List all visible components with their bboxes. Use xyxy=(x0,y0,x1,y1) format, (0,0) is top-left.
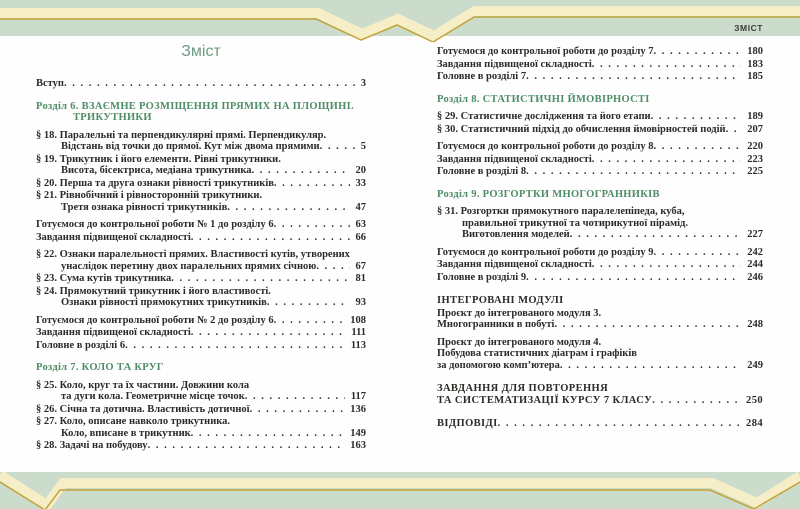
dot-leader xyxy=(654,46,742,58)
dot-leader xyxy=(267,297,350,309)
page-number: 3 xyxy=(360,78,366,89)
toc-entry-text: Висота, бісектриса, медіана трикутника xyxy=(61,165,252,176)
toc-entry-line xyxy=(36,327,366,339)
toc-entry-line xyxy=(437,360,763,372)
toc-entry-text: Готуємося до контрольної роботи до розділу 8 xyxy=(437,141,654,152)
toc-entry-line xyxy=(437,111,763,123)
toc-entry-text: § 30. Статистичний підхід до обчислення ймовірностей подій xyxy=(437,123,726,135)
toc-entry xyxy=(36,273,366,285)
toc-entry xyxy=(36,315,366,327)
toc-entry-line: Розділ 8. СТАТИСТИЧНІ ЙМОВІРНОСТІ xyxy=(437,93,650,105)
toc-entry-line: § 21. Рівнобічний і рівносторонній трикутники. xyxy=(36,190,263,201)
page-number: 113 xyxy=(350,339,366,351)
page-number: 33 xyxy=(355,177,366,189)
dot-leader xyxy=(652,395,740,407)
toc-entry-line xyxy=(437,71,763,83)
dot-leader xyxy=(560,360,741,372)
toc-entry xyxy=(437,295,763,307)
toc-entry-line: § 19. Трикутник і його елементи. Рівні трикутники. xyxy=(36,153,281,165)
toc-entry xyxy=(437,124,763,136)
ribbon-ornament-top-icon xyxy=(0,0,800,42)
toc-entry-line xyxy=(36,219,366,231)
page-number: 244 xyxy=(747,259,763,270)
page-number: 227 xyxy=(747,229,763,240)
toc-entry xyxy=(437,308,763,331)
page-number: 163 xyxy=(350,440,366,451)
toc-entry-line xyxy=(36,165,366,177)
chapter-heading xyxy=(36,101,366,124)
chapter-heading xyxy=(36,362,366,374)
dot-leader xyxy=(125,340,345,352)
page-number: 108 xyxy=(350,314,366,326)
dot-leader xyxy=(191,428,345,440)
page-number: 93 xyxy=(355,297,366,308)
toc-entry-line: Проєкт до інтегрованого модуля 4. xyxy=(437,336,602,348)
page-number: 136 xyxy=(350,403,366,415)
toc-entry-text: та дуги кола. Геометричне місце точок xyxy=(61,391,245,402)
dot-leader xyxy=(651,111,742,123)
page-number: 189 xyxy=(747,111,763,122)
page-number: 20 xyxy=(355,165,366,176)
toc-entry-text: § 26. Січна та дотична. Властивість дотичної xyxy=(36,403,250,415)
toc-entry-line xyxy=(36,428,366,440)
toc-entry-line xyxy=(36,232,366,244)
dot-leader xyxy=(171,273,349,285)
toc-entry-text: Вступ xyxy=(36,78,64,89)
page-number: 248 xyxy=(747,319,763,330)
toc-entry xyxy=(437,46,763,58)
toc-entry-line xyxy=(437,59,763,71)
toc-entry xyxy=(437,337,763,372)
toc-entry-line xyxy=(36,202,366,214)
toc-entry-text: § 23. Сума кутів трикутника xyxy=(36,273,172,284)
toc-entry-line xyxy=(437,395,763,407)
toc-entry-text: за допомогою комп’ютера xyxy=(437,359,560,371)
dot-leader xyxy=(654,141,742,153)
top-band xyxy=(0,0,800,42)
page-number: 180 xyxy=(747,46,763,57)
toc-entry-text: Завдання підвищеної складності xyxy=(36,327,191,338)
toc-entry-line xyxy=(36,391,366,403)
dot-leader xyxy=(148,440,345,452)
toc-entry-text: Завдання підвищеної складності xyxy=(36,231,191,243)
toc-entry-text: § 29. Статистичне дослідження та його етапи xyxy=(437,111,651,122)
toc-entry-line: Побудова статистичних діаграм і графіків xyxy=(437,348,637,359)
page-title: Зміст xyxy=(181,43,221,60)
toc-entry-line xyxy=(437,141,763,153)
page-number: 220 xyxy=(747,141,763,152)
toc-entry-line: § 22. Ознаки паралельності прямих. Властивості кутів, утворених xyxy=(36,249,350,260)
dot-leader xyxy=(191,232,350,244)
toc-entry-line: Розділ 9. РОЗГОРТКИ МНОГОГРАННИКІВ xyxy=(437,188,660,200)
dot-leader xyxy=(654,247,742,259)
page-number: 284 xyxy=(746,418,763,429)
toc-entry-line xyxy=(437,166,763,178)
toc-entry-line xyxy=(36,273,366,285)
toc-entry-text: Ознаки рівності прямокутних трикутників xyxy=(61,297,267,308)
toc-entry-text: Головне в розділі 9 xyxy=(437,271,527,283)
dot-leader xyxy=(498,418,740,430)
page-number: 207 xyxy=(747,123,763,135)
toc-entry xyxy=(36,219,366,231)
toc-entry-text: Завдання підвищеної складності xyxy=(437,58,592,70)
toc-column-right xyxy=(437,46,763,431)
page-number: 223 xyxy=(747,153,763,165)
dot-leader xyxy=(570,229,742,241)
page-number: 183 xyxy=(747,58,763,70)
toc-entry xyxy=(36,404,366,416)
toc-entry xyxy=(437,272,763,284)
toc-entry xyxy=(437,111,763,123)
toc-entry-line xyxy=(437,46,763,58)
toc-entry xyxy=(36,380,366,403)
toc-entry-text: Готуємося до контрольної роботи № 1 до розділу 6 xyxy=(36,219,274,230)
toc-entry-line xyxy=(437,319,763,331)
page-number: 249 xyxy=(747,359,763,371)
toc-entry-line xyxy=(36,440,366,452)
page-number: 81 xyxy=(355,273,366,284)
toc-entry-line xyxy=(36,404,366,416)
chapter-heading xyxy=(437,189,763,201)
toc-entry xyxy=(36,178,366,190)
toc-entry xyxy=(437,206,763,241)
dot-leader xyxy=(592,59,742,71)
dot-leader xyxy=(227,202,349,214)
toc-entry-line xyxy=(437,154,763,166)
dot-leader xyxy=(526,272,741,284)
page-number: 111 xyxy=(351,327,366,338)
toc-entry-line xyxy=(36,315,366,327)
toc-entry-text: Третя ознака рівності трикутників xyxy=(61,201,228,213)
toc-entry-text: Головне в розділі 7 xyxy=(437,71,527,82)
dot-leader xyxy=(252,165,350,177)
toc-entry-line: § 18. Паралельні та перпендикулярні прямі. Перпендикуляр. xyxy=(36,129,327,141)
page-number: 63 xyxy=(355,219,366,230)
dot-leader xyxy=(191,327,346,339)
toc-entry xyxy=(36,340,366,352)
page-number: 185 xyxy=(747,71,763,82)
toc-entry xyxy=(36,416,366,439)
toc-entry-line xyxy=(437,259,763,271)
toc-entry xyxy=(437,71,763,83)
toc-entry-line: правильної трикутної та чотирикутної пірамід. xyxy=(462,217,688,229)
toc-entry-line: ІНТЕГРОВАНІ МОДУЛІ xyxy=(437,295,564,306)
page-number: 225 xyxy=(747,166,763,177)
dot-leader xyxy=(316,261,349,273)
toc-entry xyxy=(36,327,366,339)
page-number: 242 xyxy=(747,246,763,258)
toc-entry xyxy=(36,78,366,90)
dot-leader xyxy=(274,315,345,327)
toc-entry xyxy=(36,130,366,153)
toc-entry xyxy=(36,154,366,177)
toc-entry-line: § 27. Коло, описане навколо трикутника. xyxy=(36,416,231,427)
toc-entry-line: ЗАВДАННЯ ДЛЯ ПОВТОРЕННЯ xyxy=(437,383,609,394)
toc-entry-text: Головне в розділі 6 xyxy=(36,339,126,351)
toc-entry xyxy=(437,141,763,153)
toc-entry-line xyxy=(437,247,763,259)
toc-entry-line xyxy=(437,418,763,430)
toc-entry-line: § 24. Прямокутний трикутник і його властивості. xyxy=(36,285,271,297)
toc-entry xyxy=(437,418,763,430)
page-number: 67 xyxy=(355,260,366,272)
toc-entry xyxy=(36,286,366,309)
ribbon-ornament-bottom-icon xyxy=(0,472,800,509)
toc-entry xyxy=(36,190,366,213)
bottom-band xyxy=(0,472,800,509)
running-header: ЗМІСТ xyxy=(734,23,763,33)
page-number: 149 xyxy=(350,427,366,439)
page-number: 66 xyxy=(355,231,366,243)
dot-leader xyxy=(592,259,742,271)
toc-column-left xyxy=(36,78,366,453)
dot-leader xyxy=(274,178,350,190)
toc-entry-line xyxy=(36,178,366,190)
toc-entry-text: Многогранники в побуті xyxy=(437,319,555,330)
toc-entry-text: § 28. Задачі на побудову xyxy=(36,440,148,451)
toc-entry xyxy=(36,232,366,244)
toc-entry-line xyxy=(36,297,366,309)
toc-entry xyxy=(437,59,763,71)
toc-entry-text: Відстань від точки до прямої. Кут між двома прямими xyxy=(61,141,320,152)
chapter-heading xyxy=(437,94,763,106)
dot-leader xyxy=(526,71,741,83)
toc-entry xyxy=(437,247,763,259)
toc-entry-line: § 31. Розгортки прямокутного паралелепіпеда, куба, xyxy=(437,206,685,217)
toc-entry-line: ТРИКУТНИКИ xyxy=(73,112,152,123)
toc-entry-line xyxy=(437,124,763,136)
toc-entry-line: Розділ 6. ВЗАЄМНЕ РОЗМІЩЕННЯ ПРЯМИХ НА ПЛОЩИНІ. xyxy=(36,100,354,112)
toc-entry-text: Виготовлення моделей xyxy=(462,229,570,240)
toc-entry-line: Розділ 7. КОЛО ТА КРУГ xyxy=(36,362,164,373)
toc-entry xyxy=(437,259,763,271)
dot-leader xyxy=(554,319,741,331)
toc-entry-text: ТА СИСТЕМАТИЗАЦІЇ КУРСУ 7 КЛАСУ xyxy=(437,394,653,406)
page-number: 117 xyxy=(350,391,366,402)
dot-leader xyxy=(250,404,345,416)
toc-entry xyxy=(437,166,763,178)
toc-entry-line xyxy=(437,272,763,284)
toc-entry-line xyxy=(36,141,366,153)
toc-entry xyxy=(437,154,763,166)
page-number: 5 xyxy=(360,141,366,152)
dot-leader xyxy=(245,391,345,403)
dot-leader xyxy=(274,219,350,231)
page-number: 246 xyxy=(747,271,763,283)
toc-entry-text: § 20. Перша та друга ознаки рівності трикутників xyxy=(36,177,274,189)
toc-entry xyxy=(36,440,366,452)
toc-entry-text: Готуємося до контрольної роботи № 2 до розділу 6 xyxy=(36,314,274,326)
toc-entry-text: Завдання підвищеної складності xyxy=(437,259,592,270)
toc-entry xyxy=(437,383,763,406)
toc-entry-text: ВІДПОВІДІ xyxy=(437,418,498,429)
dot-leader xyxy=(592,154,742,166)
toc-entry-text: унаслідок перетину двох паралельних прямих січною xyxy=(61,260,317,272)
toc-entry-line xyxy=(36,261,366,273)
toc-entry-line: Проєкт до інтегрованого модуля 3. xyxy=(437,307,602,319)
toc-entry-line xyxy=(437,229,763,241)
page-number: 250 xyxy=(746,394,763,406)
toc-entry-line xyxy=(36,340,366,352)
toc-entry xyxy=(36,249,366,272)
toc-entry-text: Головне в розділі 8 xyxy=(437,166,527,177)
dot-leader xyxy=(526,166,741,178)
dot-leader xyxy=(320,141,355,153)
dot-leader xyxy=(64,78,355,90)
toc-entry-text: Готуємося до контрольної роботи до розділу 7 xyxy=(437,46,654,57)
dot-leader xyxy=(726,124,742,136)
toc-entry-text: Коло, вписане в трикутник xyxy=(61,427,191,439)
page-number: 47 xyxy=(355,201,366,213)
toc-entry-line: § 25. Коло, круг та їх частини. Довжини кола xyxy=(36,379,250,391)
toc-entry-text: Готуємося до контрольної роботи до розділу 9 xyxy=(437,246,654,258)
toc-entry-line xyxy=(36,78,366,90)
toc-entry-text: Завдання підвищеної складності xyxy=(437,153,592,165)
